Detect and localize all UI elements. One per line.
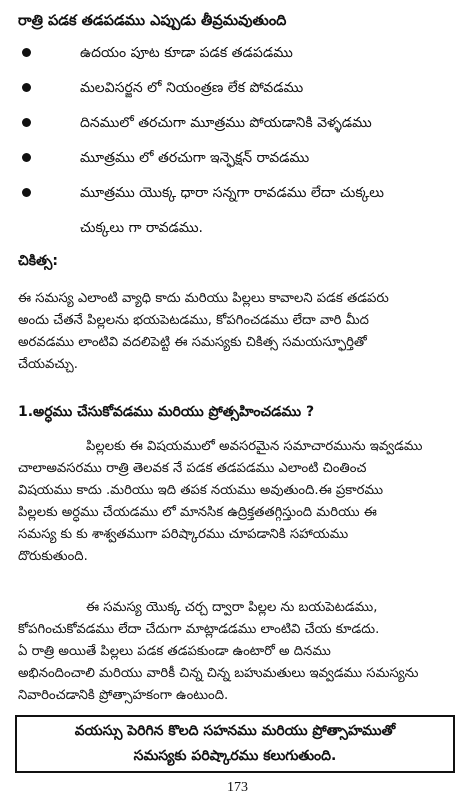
- text-line: కోపగించుకోవడము లేదా చేదుగా మాట్లాడడము లాంటివి చేయ కూడదు.: [18, 622, 380, 637]
- text-line: నివారించడానికి ప్రోత్సాహకంగా ఉంటుంది.: [18, 688, 229, 703]
- text-line: పిల్లలకు ఈ విషయములో అవసరమైన సమాచారమును ఇవ్వడము: [86, 439, 423, 454]
- text-line: విషయము కాదు .మరియు ఇది తపక నయము అవుతుంది.ఈ ప్రకారము: [18, 483, 384, 498]
- highlight-line: సమస్యకు పరిష్కారము కలుగుతుంది.: [133, 748, 337, 764]
- text-line: ఈ సమస్య యొక్క చర్చ ద్వారా పిల్లల ను బయపెటడము,: [86, 600, 378, 615]
- list-item-text: ఉదయం పూట కూడా పడక తడపడము: [80, 45, 293, 61]
- text-line: చాలాఅవసరము రాత్రి తెలవక నే పడక తడపడము ఎలాంటి చింతించ: [18, 461, 367, 476]
- list-item: [18, 182, 463, 239]
- list-item-text: మూత్రము లో తరచుగా ఇన్ఫెక్షన్ రావడము: [80, 150, 310, 166]
- highlight-line: వయస్సు పెరిగిన కొలది సహనము మరియు ప్రోత్సాహముతో: [74, 723, 396, 739]
- page-number: 173: [227, 780, 248, 795]
- bullet-icon: [22, 188, 31, 197]
- text-line: సమస్య కు కు శాశ్వతముగా పరిష్కారము చూపడానికి సహాయము: [18, 527, 349, 542]
- list-item: [18, 147, 463, 169]
- list-item: [18, 42, 463, 64]
- text-line: పిల్లలకు అర్ధము చేయడము లో మానసిక ఉద్రిక్తతతగ్గిస్తుంది మరియు ఈ: [18, 505, 377, 520]
- list-item: [18, 77, 463, 99]
- text-line: ఈ సమస్య ఎలాంటి వ్యాధి కాదు మరియు పిల్లలు కావాలని పడక తడపరు: [18, 291, 389, 306]
- treatment-title: చికిత్స:: [18, 253, 58, 269]
- text-line: ఏ రాత్రి అయితే పిల్లలు పడక తడపకుండా ఉంటారో అ దినము: [18, 644, 331, 659]
- list-item-continuation: చుక్కలు గా రావడము.: [80, 220, 204, 236]
- bullet-icon: [22, 118, 31, 127]
- paragraph-encouragement: [18, 597, 460, 707]
- text-line: అందు చేతనే పిల్లలను భయపెటడము, కోపగించడము లేదా వారి మీద: [18, 313, 369, 328]
- text-line: అభినందించాలి మరియు వారికీ చిన్న చిన్న బహుమతులు ఇవ్వడము సమస్యను: [18, 666, 419, 681]
- paragraph-intro: [18, 288, 460, 376]
- highlight-box: [15, 715, 455, 773]
- list-item-text: దినములో తరచుగా మూత్రము పోయడానికి వెళ్ళడము: [80, 115, 372, 131]
- paragraph-understanding: [18, 436, 460, 568]
- text-line: అరవడము లాంటివి వదలిపెట్టి ఈ సమస్యకు చికిత్స సమయస్ఫూర్తితో: [18, 335, 367, 350]
- section-title: 1.అర్ధము చేసుకోవడము మరియు ప్రోత్సహించడము ?: [18, 404, 315, 420]
- list-item: [18, 112, 463, 134]
- symptom-list: [18, 42, 463, 252]
- bullet-icon: [22, 83, 31, 92]
- text-line: దొరుకుతుంది.: [18, 549, 88, 564]
- list-item-text: మూత్రము యొక్క ధారా సన్నగా రావడము లేదా చుక్కలు: [80, 185, 384, 201]
- text-line: చేయవచ్చు.: [18, 357, 78, 372]
- bullet-icon: [22, 153, 31, 162]
- bullet-icon: [22, 48, 31, 57]
- page-heading: రాత్రి పడక తడపడము ఎప్పుడు తీవ్రమవుతుంది: [18, 13, 287, 29]
- list-item-text: మలవిసర్జన లో నియంత్రణ లేక పోవడము: [80, 80, 304, 96]
